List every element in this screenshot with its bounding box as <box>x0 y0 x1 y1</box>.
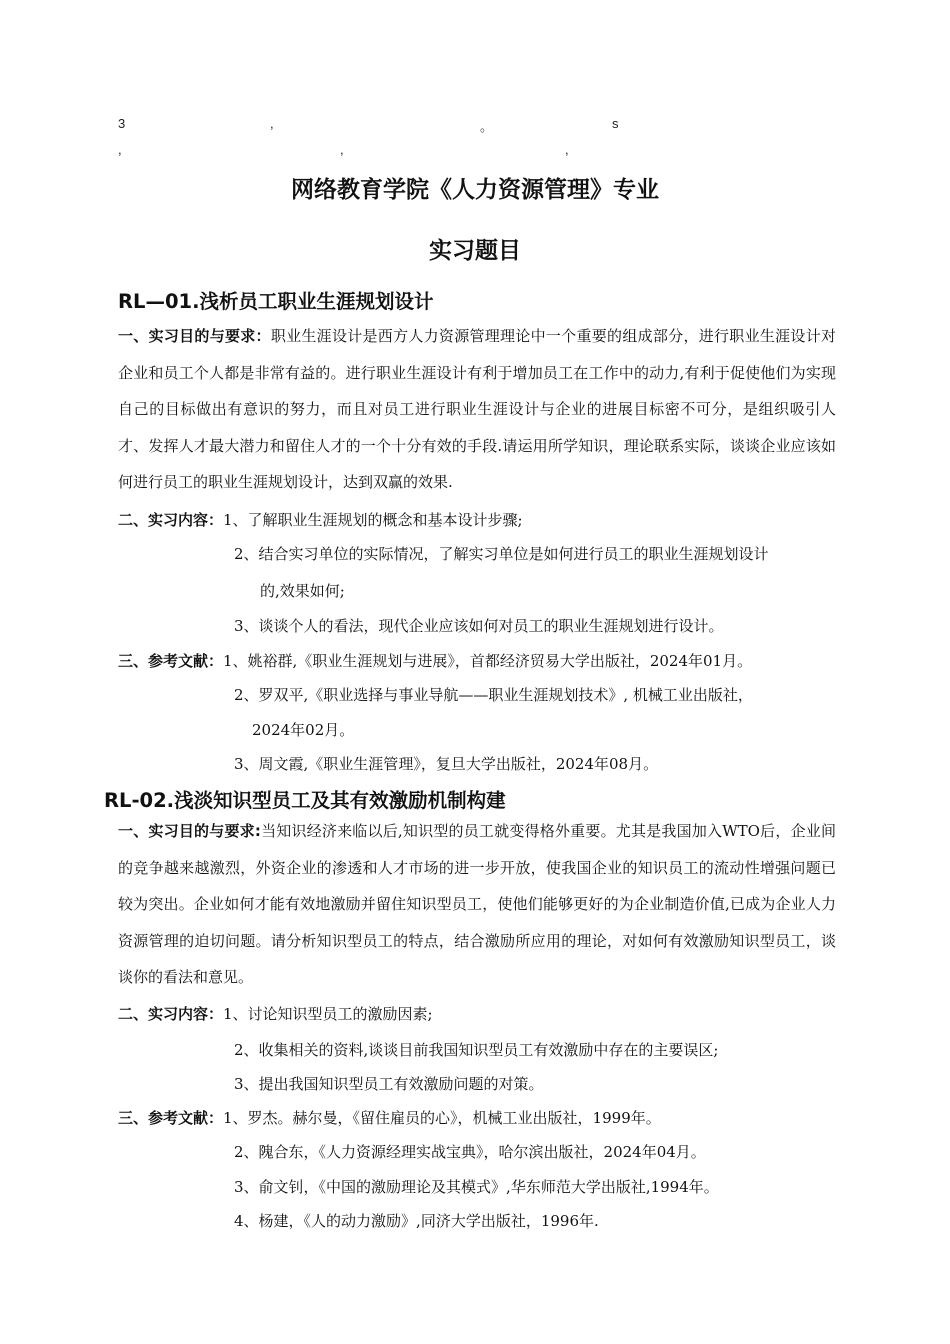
content-label: 二、实习内容： <box>118 1005 224 1023</box>
section-heading: RL-02.浅淡知识型员工及其有效激励机制构建 <box>104 789 506 812</box>
header-mark: s <box>612 116 619 131</box>
content-item: 3、谈谈个人的看法，现代企业应该如何对员工的职业生涯规划进行设计。 <box>234 617 724 635</box>
content-item: 2、收集相关的资料,谈谈目前我国知识型员工有效激励中存在的主要误区; <box>234 1041 719 1059</box>
content-item: 2、结合实习单位的实际情况，了解实习单位是如何进行员工的职业生涯规划设计 <box>234 545 769 563</box>
content-row <box>118 1003 433 1024</box>
header-mark: 3 <box>118 116 126 131</box>
purpose-text: 当知识经济来临以后,知识型的员工就变得格外重要。尤其是我国加入WTO后，企业间的竞争越来越激烈，外资企业的渗透和人才市场的进一步开放，使我国企业的知识员工的流动性增强问题已较为突出。企业如何才能有效地激励并留住知识型员工，使他们能够更好的为企业制造价值,已成为企业人力资源管理的迫切问题。请分析知识型员工的特点，结合激励所应用的理论，对如何有效激励知识型员工，谈谈你的看法和意见。 <box>118 822 836 986</box>
reference-label: 三、参考文献： <box>118 1109 224 1127</box>
header-mark: , <box>118 142 122 157</box>
document-title: 网络教育学院《人力资源管理》专业 <box>291 177 659 203</box>
header-mark: , <box>565 142 569 157</box>
purpose-label: 一、实习目的与要求: <box>118 822 261 840</box>
content-item: 1、了解职业生涯规划的概念和基本设计步骤; <box>223 511 523 529</box>
reference-row <box>118 1107 661 1128</box>
content-item: 1、讨论知识型员工的激励因素; <box>223 1005 433 1023</box>
purpose-paragraph <box>118 318 836 501</box>
reference-item: 4、杨建，《人的动力激励》,同济大学出版社，1996年. <box>234 1212 599 1230</box>
content-item: 3、提出我国知识型员工有效激励问题的对策。 <box>234 1075 544 1093</box>
section-heading: RL—01.浅析员工职业生涯规划设计 <box>118 290 434 313</box>
reference-item: 2024年02月。 <box>252 721 355 739</box>
reference-row <box>118 650 752 671</box>
content-row <box>118 509 523 530</box>
reference-label: 三、参考文献： <box>118 652 224 670</box>
reference-item: 1、姚裕群,《职业生涯规划与进展》，首都经济贸易大学出版社，2024年01月。 <box>223 652 753 670</box>
header-mark: , <box>340 142 344 157</box>
purpose-label: 一、实习目的与要求： <box>118 327 271 345</box>
reference-item: 1、罗杰。赫尔曼，《留住雇员的心》，机械工业出版社，1999年。 <box>223 1109 661 1127</box>
header-mark: , <box>270 116 274 131</box>
purpose-paragraph <box>118 813 836 996</box>
header-mark: 。 <box>480 119 494 134</box>
content-item: 的,效果如何; <box>260 582 345 600</box>
reference-item: 3、周文霞,《职业生涯管理》，复旦大学出版社，2024年08月。 <box>234 755 659 773</box>
reference-item: 2、隗合东，《人力资源经理实战宝典》，哈尔滨出版社，2024年04月。 <box>234 1143 706 1161</box>
document-subtitle: 实习题目 <box>429 238 521 264</box>
purpose-text: 职业生涯设计是西方人力资源管理理论中一个重要的组成部分，进行职业生涯设计对企业和员工个人都是非常有益的。进行职业生涯设计有利于增加员工在工作中的动力,有利于促使他们为实现自己的目标做出有意识的努力，而且对员工进行职业生涯设计与企业的进展目标密不可分，是组织吸引人才、发挥人才最大潜力和留住人才的一个十分有效的手段.请运用所学知识，理论联系实际，谈谈企业应该如何进行员工的职业生涯规划设计，达到双赢的效果. <box>118 327 836 491</box>
reference-item: 2、罗双平,《职业选择与事业导航——职业生涯规划技术》, 机械工业出版社， <box>234 686 753 704</box>
reference-item: 3、俞文钊，《中国的激励理论及其模式》,华东师范大学出版社,1994年。 <box>234 1178 719 1196</box>
content-label: 二、实习内容： <box>118 511 224 529</box>
